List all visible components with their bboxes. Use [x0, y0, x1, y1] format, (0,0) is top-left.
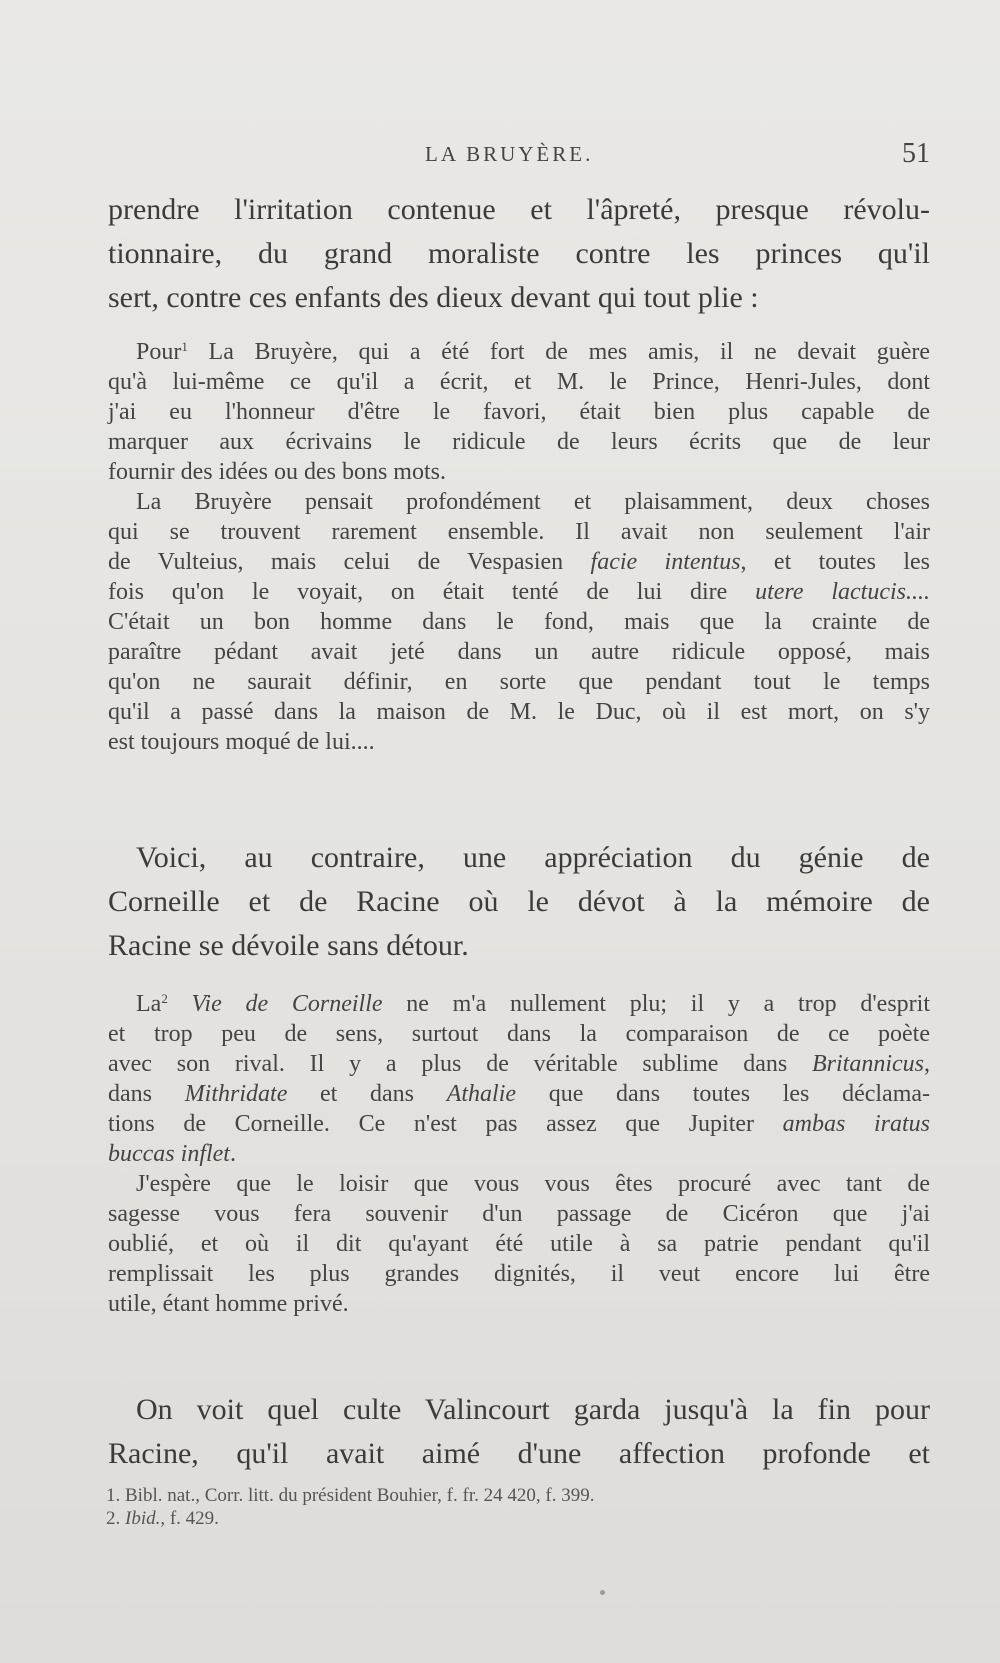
text-line	[108, 1049, 930, 1079]
text-line: Corneille et de Racine où le dévot à la mémoire de	[108, 885, 930, 918]
text-line	[108, 1109, 930, 1139]
text-line: utile, étant homme privé.	[108, 1291, 349, 1317]
quote-vie-de-corneille	[108, 984, 930, 1319]
quote-text: .	[229, 1141, 236, 1167]
quote-text: tions de Corneille. Ce n'est pas assez que Jupiter	[108, 1111, 783, 1137]
footnote-text: , f. 429.	[160, 1508, 219, 1529]
quote-la-bruyere	[108, 332, 930, 757]
text-line: J'espère que le loisir que vous vous êtes procuré avec tant de	[136, 1171, 930, 1197]
footnote-ref: 1	[181, 339, 188, 354]
quote-text: ne m'a nullement plu; il y a trop d'esprit	[382, 991, 930, 1017]
footnotes	[106, 1484, 866, 1530]
page-header	[0, 138, 1000, 178]
text-line: est toujours moqué de lui....	[108, 729, 375, 755]
footnote-ref: 2	[161, 991, 168, 1006]
quote-lead: La	[136, 991, 162, 1017]
quote-text: avec son rival. Il y a plus de véritable sublime dans	[108, 1051, 812, 1077]
text-line: La Bruyère pensait profondément et plaisamment, deux choses	[136, 489, 930, 515]
footnote-number: 2.	[106, 1508, 125, 1529]
book-title: Mithridate	[184, 1081, 288, 1107]
quote-text: de Vulteius, mais celui de Vespasien	[108, 549, 591, 575]
print-speck	[600, 1590, 605, 1595]
text-line: et trop peu de sens, surtout dans la comparaison de ce poète	[108, 1021, 930, 1047]
text-line: C'était un bon homme dans le fond, mais que la crainte de	[108, 609, 930, 635]
quote-text: La Bruyère, qui a été fort de mes amis, il ne devait guère	[187, 339, 930, 365]
quote-text: dans	[108, 1081, 185, 1107]
text-line: qui se trouvent rarement ensemble. Il avait non seulement l'air	[108, 519, 930, 545]
text-line: On voit quel culte Valincourt garda jusqu'à la fin pour	[136, 1393, 930, 1426]
text-line: sagesse vous fera souvenir d'un passage de Cicéron que j'ai	[108, 1201, 930, 1227]
quote-text: que dans toutes les déclama-	[516, 1081, 931, 1107]
quote-text: , et toutes les	[740, 549, 930, 575]
closing-paragraph	[108, 1388, 930, 1476]
quote-text: ,	[924, 1051, 930, 1077]
quote-text: et dans	[287, 1081, 447, 1107]
middle-paragraph	[108, 836, 930, 968]
latin-phrase: ambas iratus	[782, 1111, 931, 1137]
book-title: Vie de Corneille	[191, 991, 383, 1017]
text-line	[108, 1139, 930, 1169]
text-line: tionnaire, du grand moraliste contre les princes qu'il	[108, 237, 930, 270]
text-line: j'ai eu l'honneur d'être le favori, était bien plus capable de	[108, 399, 930, 425]
text-line: fournir des idées ou des bons mots.	[108, 459, 446, 485]
text-line: qu'à lui-même ce qu'il a écrit, et M. le Prince, Henri-Jules, dont	[108, 369, 930, 395]
book-title: Britannicus	[812, 1051, 924, 1077]
text-line: Voici, au contraire, une appréciation du génie de	[136, 841, 930, 874]
footnote-2	[106, 1507, 866, 1530]
text-line	[108, 577, 930, 607]
page-number: 51	[902, 138, 930, 169]
text-line: qu'on ne saurait définir, en sorte que pendant tout le temps	[108, 669, 930, 695]
quote-text: fois qu'on le voyait, on était tenté de lui dire	[108, 579, 756, 605]
text-line: qu'il a passé dans la maison de M. le Duc, où il est mort, on s'y	[108, 699, 930, 725]
text-line	[108, 547, 930, 577]
text-line: remplissait les plus grandes dignités, il veut encore lui être	[108, 1261, 930, 1287]
intro-paragraph	[108, 188, 930, 320]
text-line: sert, contre ces enfants des dieux devant qui tout plie :	[108, 281, 759, 314]
quote-lead: Pour	[136, 339, 182, 365]
latin-phrase: utere lactucis....	[755, 579, 930, 605]
latin-phrase: facie intentus	[590, 549, 741, 575]
text-line	[108, 332, 930, 367]
footnote-ibid: Ibid.	[125, 1508, 161, 1529]
text-line	[108, 1079, 930, 1109]
footnote-1: 1. Bibl. nat., Corr. litt. du président Bouhier, f. fr. 24 420, f. 399.	[106, 1485, 595, 1506]
text-line: paraître pédant avait jeté dans un autre ridicule opposé, mais	[108, 639, 930, 665]
text-line: oublié, et où il dit qu'ayant été utile à sa patrie pendant qu'il	[108, 1231, 930, 1257]
text-line: Racine se dévoile sans détour.	[108, 929, 469, 962]
latin-phrase: buccas inflet	[108, 1141, 230, 1167]
text-line	[108, 984, 930, 1019]
text-line: Racine, qu'il avait aimé d'une affection profonde et	[108, 1437, 930, 1470]
text-line: prendre l'irritation contenue et l'âpreté, presque révolu-	[108, 193, 930, 226]
book-title: Athalie	[446, 1081, 517, 1107]
text-line: marquer aux écrivains le ridicule de leurs écrits que de leur	[108, 429, 930, 455]
running-title: LA BRUYÈRE.	[425, 142, 594, 166]
